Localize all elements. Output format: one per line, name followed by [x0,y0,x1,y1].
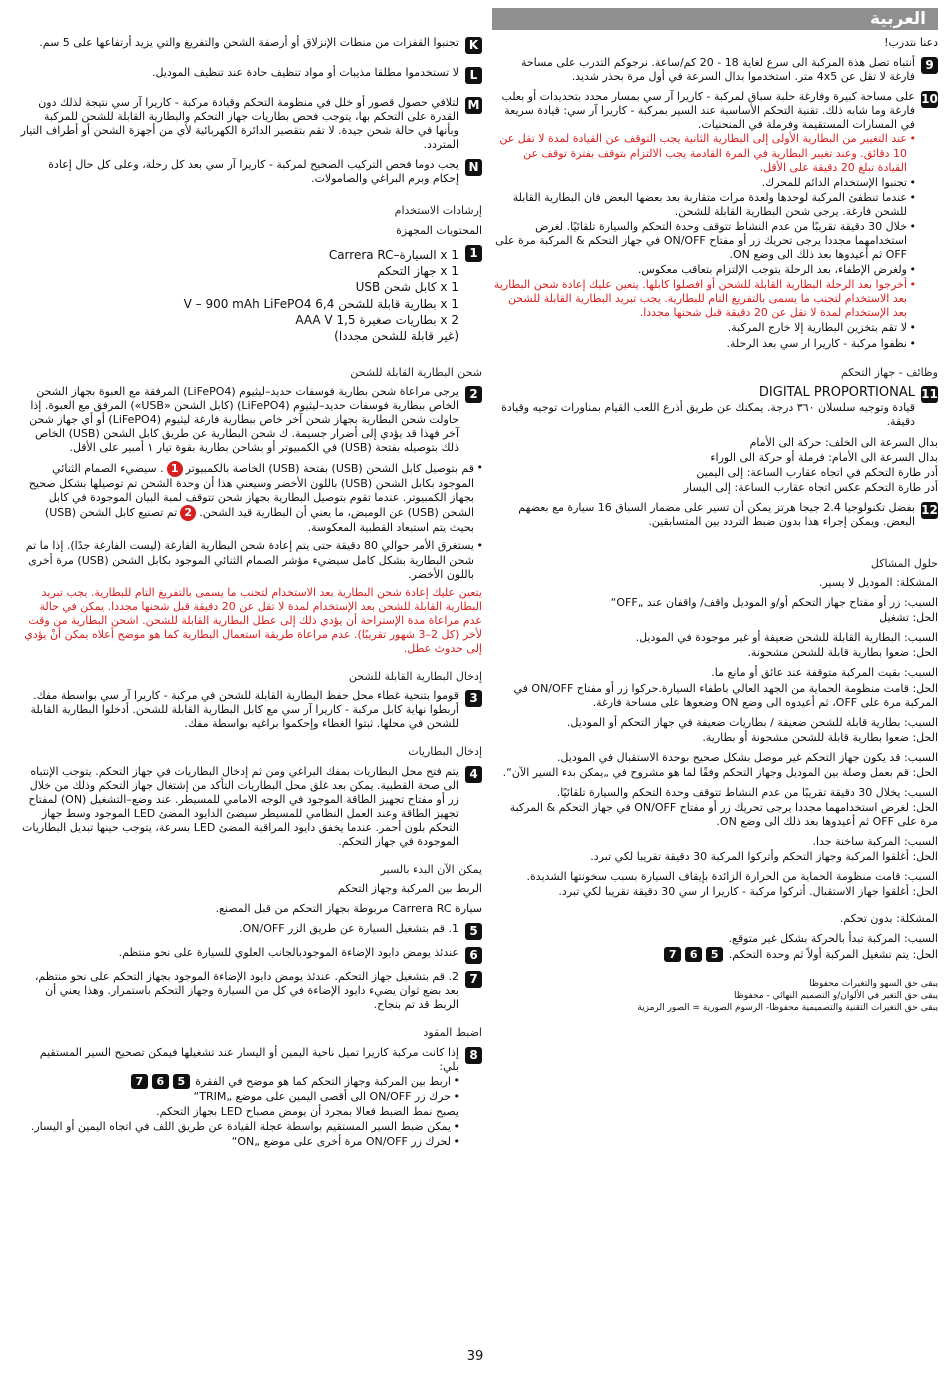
troubleshooting-heading: حلول المشاكل [870,556,938,570]
contents-heading: المحتويات المجهزة [396,223,482,237]
step-badge-11: 11 [921,386,938,401]
bullet-empty-battery: • عندما تنطفئ المركبة لوحدها ولعدة مرات متقاربة بعد بعضها البعض فان البطارية القابلة للشحن فارغة. يرجى شحن البطارية القابلة للشحن. [492,191,915,219]
step-badge-1: 1 [465,245,482,262]
ts-entry: السبب: المركبة ساخنة جدا. الحل: أغلقوا المركبة وجهاز التحكم وأتركوا المركبة 30 دقيقة تقريبا لكي تبرد. [590,835,938,864]
start-heading: يمكن الآن البدء بالسير [380,862,482,876]
bullet-motor: • تجنبوا الإستخدام الدائم للمحرك. [492,176,915,190]
step-badge-ref: 5 [706,947,723,962]
step-badge-ref: 6 [152,1074,169,1089]
section-4 [20,765,482,849]
step-badge-3: 3 [465,690,482,707]
step-badge-ref: 5 [173,1074,190,1089]
left-column [20,36,482,1156]
section-4-text: يتم فتح محل البطاريات بمفك البراغي ومن ثم إدخال البطاريات في جهاز التحكم. يتوجب الإنتباه الى صحة القطبية. يمكن بعد غلق محل البطاريات التأكد من إشتغال جهاز التحكم وذلك من خلال زر أو مفتاح تجهيز الطاقة الموجود في الوجه الامامي للمسيطر. عند وضع–التشغيل (ON) لمفتاح تجهيز الطاقة وعند العمل النظامي للمسيطر سيضئ الدايود المضئ LED الموجود وسط جهاز التحكم بلون أحمر. عندما يخفق دايود المراقبة المضئ LED بسرعة، يتوجب حينها تبديل البطاريات الموجودة في جهاز التحكم. [22,764,459,848]
ts-entry: السبب: بقيت المركبة متوقفة عند عائق أو مانع ما. الحل: قامت منظومة الحماية من الجهد العالي باطفاء السيارة.حركوا زر أو مفتاح ON/OFF في المركبة مرة على OFF، ثم أعيدوه الى وضع ON وضعوها على مساحة فارغة. [513,666,938,709]
callout-2-icon: 2 [180,505,196,521]
control-line: بدال السرعة الى الأمام: فرملة أو حركة الى الوراء [710,450,938,464]
usage-heading: إرشادات الاستخدام [394,204,482,218]
link-heading: الربط بين المركبة وجهاز التحكم [337,882,482,896]
charging-heading: شحن البطارية القابلة للشحن [350,365,482,379]
section-2-text: يرجى مراعاة شحن بطارية فوسفات حديد–ليثيوم (LiFePO4) المرفقة مع العبوة بجهاز الشحن الخاص ببطارية فوسفات حديد–ليثيوم (LiFePO4) (كابل الشحن «USB») المرفق مع العبوة. إذا حاولت شحن البطارية بجهاز شحن آخر خاص ببطارية فارغة ليثيوم (LiFePO4) أو أي جهاز شحن آخر فهذا قد يؤدي إلى أضرار جسيمة. ك شحن البطارية عن طريق كابل الشحن (USB) الخاص ذلك بتوصيله بفتحة (USB) في الكمبيوتر أو بشاحن بطارية بقوة تيار ١ أمبير على الأقل. [29,384,459,455]
steering-heading: اضبط المقود [423,1026,482,1040]
ts-entry: السبب: زر أو مفتاح جهاز التحكم أو/و الموديل واقف/ واقفان عند „OFF“ الحل: تشغيل [610,596,938,625]
section-N-text: يجب دوما فحص التركيب الصحيح لمركبة - كاريرا آر سي بعد كل رحلة، وعلى كل حال إعادة إحكام وبرم البراغي والصامولات. [48,158,459,186]
bullet-switch-off: • ولغرض الإطفاء، بعد الرحلة يتوجب الإلتزام بتعاقب معكوس. [492,263,915,277]
section-5-text: 1. قم بتشغيل السيارة عن طريق الزر ON/OFF. [239,922,459,936]
section-11 [492,385,938,430]
contents-line: 1 x كابل شحن USB [355,280,459,295]
step-badge-2: 2 [465,386,482,403]
section-M-text: لتلافي حصول قصور أو خلل في منظومة التحكم وقيادة مركبة - كاريرا آر سي نتيجة لذلك دون القدرة على التحكم بها، يتوجب فحص بطاريات جهاز التحكم والبطارية القابلة للشحن للمركبة وبأنها في حالة شحن جيدة. لا تقم بتقصير الدائرة الكهربائية لأي من أجهزة الشحن أو أطراف التيار المتردد. [20,96,459,152]
practice-intro: دعنا نتدرب! [884,36,938,49]
section-6-text: عندئذ يومض دايود الإضاءة الموجودبالجانب العلوي للسيارة على نحو منتظم. [118,946,459,960]
insert-battery-heading: إدخال البطارية القابلة للشحن [348,670,482,684]
section-3-text: قوموا بتنحية غطاء محل حفظ البطارية القابلة للشحن في مركبة - كاريرا آر سي بواسطة مفك. أربطوا نهاية كابل مركبة - كاريرا آر سي مع كابل البطارية القابلة للشحن. أدخلوا البطارية القابلة للشحن في محلها. ثبتوا الغطاء وإحكموا براغيه بواسطة مفك. [30,689,459,731]
step-badge-ref: 6 [685,947,702,962]
ts-entry: السبب: قد يكون جهاز التحكم غير موصل بشكل صحيح بوحدة الاستقبال في الموديل. الحل: قم بعمل وصلة بين الموديل وجهاز التحكم وفقًا لما هو مشروح في „يمكن بدء السير الآن“. [502,750,938,779]
bullet-store: • لا تقم بتخزين البطارية إلا خارج المركبة. [492,321,915,335]
bullet-clean: • نظفوا مركبة - كاريرا ار سي بعد الرحلة. [492,337,915,351]
bullet-remove-battery: • أخرجوا بعد الرحلة البطارية القابلة للشحن أو افصلوا كابلها. يتعين عليك إعادة شحن البطارية بعد الاستخدام لتجنب ما يسمى بالتفريغ التام للبطارية. يجب تبريد البطارية القابلة للشحن بعد الإستخدام لمدة لا تقل عن 20 دقيقة قبل شحنها مجددا. [492,278,915,320]
section-L [20,66,482,84]
contents-line: 1 x جهاز التحكم [377,263,459,278]
section-10 [492,90,938,351]
charging-warning: يتعين عليك إعادة شحن البطارية بعد الاستخدام لتجنب ما يسمى بالتفريغ التام للبطارية. يجب تبريد البطارية القابلة للشحن بعد الإستخدام لمدة لا تقل عن 20 دقيقة قبل شحنها مجددا. يمكن في حالة عدم مراعاة مدة الإستراحة أن يؤدي ذلك إلى عطل البطارية القابلة للشحن. اشحن البطارية من وقت لأخر (كل 2–3 شهور تقريبًا). عدم مراعاة طريقة استعمال البطارية كما هو موضح أعلاه يمكن أنْ يؤدي إلى حدوث عطل. [24,585,482,656]
right-column [492,8,938,1014]
section-7-text: 2. قم بتشغيل جهاز التحكم. عندئذ يومض دايود الإضاءة الموجود بجهاز التحكم على نحو منتظم، بعد بضع ثوان يضيء دايود الإضاءة في كل من السيارة وجهاز التحكم باستمرار. وهذا يعني أن الربط قد تم بنجاح. [34,970,459,1012]
bullet-battery-rest: • عند التغيير من البطارية الأولى إلى البطارية الثانية يجب التوقف عن القيادة لمدة لا تقل عن 10 دقائق. وعند تغيير البطارية في المرة القادمة يجب الالتزام بتوقف بفترة توقف عن القيادة تبلغ 20 دقيقة على الأقل. [492,132,915,174]
footnote: يبقى حق التغيرات التقنية والتصميمية محفوظا- الرسوم الصورية = الصور الرمزية [637,1003,938,1014]
ts-entry: السبب: يخلال 30 دقيقة تقريبًا من عدم النشاط تتوقف وحدة التحكم والسيارة تلقائيًا. الحل: لغرض استخدامهما مجددا يرجى تحريك زر أو مفتاح ON/OFF في جهاز التحكم & المركبة مرة على OFF ثم أعيدوها بعد ذلك الى وضع ON. [509,785,938,829]
ts-entry: السبب: بطارية قابلة للشحن ضعيفة / بطاريات ضعيفة في جهاز التحكم أو الموديل. الحل: ضعوا بطارية قابلة للشحن مشحونة أو بطارية. [566,715,938,744]
ts-problem: المشكلة: الموديل لا يسير. [818,576,938,590]
control-line: أدر طارة التحكم في اتجاه عقارب الساعة: إلى اليمين [696,465,938,479]
bullet-auto-off: • خلال 30 دقيقة تقريبًا من عدم النشاط تتوقف وحدة التحكم والسيارة تلقائيًا. لغرض استخدامهما مجددا يرجى تحريك زر أو مفتاح ON/OFF في جهاز التحكم & المركبة مرة على OFF ثم أعيدوها بعد ذلك الى وضع ON. [492,220,915,262]
section-5 [20,922,482,940]
step-badge-L: L [465,67,482,84]
section-M [20,96,482,152]
section-7 [20,970,482,1012]
section-9 [492,56,938,84]
ts-problem: المشكلة: بدون تحكم. [839,911,938,925]
step-badge-12: 12 [921,502,938,517]
bullet-adjust: • يمكن ضبط السير المستقيم بواسطة عجلة القيادة عن طريق اللف في اتجاه اليمين أو اليسار. [20,1120,459,1134]
contents-line: (غير قابلة للشحن مجددا) [334,329,459,344]
ts-entry: السبب: البطارية القابلة للشحن ضعيفة أو غير موجودة في الموديل. الحل: ضعوا بطارية قابلة للشحن مشحونة. [635,631,938,660]
step-badge-9: 9 [921,57,938,74]
ts-entry: السبب: قامت منظومة الحماية من الحرارة الزائدة بإيقاف السيارة بسبب سخونتها الشديدة. الحل: أغلقوا جهاز الاستقبال. أتركوا مركبة - كاريرا ار سي 30 دقيقة تقريبا لكي تبرد. [526,870,938,899]
section-11-text: قيادة وتوجيه سلسلان ٣٦٠ درجة. يمكنك عن طريق أذرع اللعب القيام بمناورات توجيه وقيادة دقيقة. [501,401,915,429]
control-line: بدال السرعة الى الخلف: حركة الى الأمام [749,435,938,449]
footnote: يبقى حق التغير في الألوان/و التصميم النهائي - محفوظا [733,990,938,1001]
step-badge-ref: 7 [131,1074,148,1089]
step-badge-K: K [465,37,482,54]
bullet-trim: • حرك زر ON/OFF الى أقصى اليمين على موضع „TRIM“ [20,1090,459,1104]
section-6 [20,946,482,964]
section-3 [20,689,482,731]
step-badge-4: 4 [465,766,482,783]
ts-last-fix: الحل: يتم تشغيل المركبة أولاً ثم وحدة التحكم. [728,947,938,961]
contents-line: 2 x بطاريات صغيرة AAA V 1,5 [295,313,459,328]
bullet-usb-connect: • قم بتوصيل كابل الشحن (USB) بفتحة (USB) الخاصة بالكمبيوتر1. سيضيء الصمام الثنائي الموجود بكابل الشحن (USB) باللون الأخضر وسيعني هذا أن وحدة الشحن تم توصيلها بشكل صحيح بجهاز الكمبيوتر. عندما تقوم بتوصيل البطارية بجهاز شحن تتوقف لمبة البيان الموجودة في كابل الشحن (USB) عن الوميض، ما يعني أن البطارية قيد الشحن.2تم تصنيع كابل الشحن (USB) بحيث يتم استبعاد القطبية المعكوسة. [20,461,482,535]
contents-line: 1 x بطارية قابلة للشحن 6,4 V – 900 mAh LiFePO4 [183,296,459,311]
step-badge-M: M [465,97,482,114]
bullet-charge-time: • يستغرق الأمر حوالي 80 دقيقة حتى يتم إعادة شحن البطارية الفارغة (ليست الفارغة جدًا). إذا ما تم شحن البطارية بشكل كامل سيضيء مؤشر الصمام الثنائي الموجود بكابل الشحن (USB) مرة أخرى باللون الأخضر. [20,539,482,581]
callout-1-icon: 1 [167,461,183,477]
bullet-link: • اربط بين المركبة وجهاز التحكم كما هو موضح في الفقرة 567 [20,1074,459,1089]
footnote: يبقى حق السهو والتغيرات محفوظا [809,978,938,989]
step-badge-5: 5 [465,923,482,940]
step-badge-8: 8 [465,1047,482,1064]
batteries-heading: إدخال البطاريات [408,745,482,759]
step-badge-N: N [465,159,482,176]
section-12 [492,501,938,529]
step-badge-7: 7 [465,971,482,988]
section-2 [20,385,482,455]
section-12-text: بفضل تكنولوجيا 2.4 جيجا هرتز يمكن أن تسير على مضمار السباق 16 سيارة مع بعضهم البعض. ويمكن إجراء هذا بدون ضبط التردد بين المتسابقين. [518,500,915,528]
step-badge-ref: 7 [664,947,681,962]
section-1 [20,244,482,352]
functions-heading: وظائف - جهاز التحكم [840,365,938,379]
step-badge-10: 10 [921,92,938,107]
section-10-text: على مساحة كبيرة وفارغة حلبة سباق لمركبة - كاريرا آر سي بمسار محدد بتحديدات أو بعلب فارغة وما شابه ذلك. تقنية التحكم الأساسية عند السير بمركبة - كاريرا آر سي: قيادة سريعة في المسارات المستقيمة وفرملة في المنحنيات. [501,90,915,132]
language-title-bar: العربية [492,8,938,30]
section-8 [20,1046,482,1151]
control-line: أدر طارة التحكم عكس اتجاه عقارب الساعة: إلى اليسار [683,480,938,494]
section-8-text: إذا كانت مركبة كاريرا تميل ناحية اليمين أو اليسار عند تشغيلها فيمكن تصحيح السير المستقيم بلي: [39,1045,459,1073]
section-K-text: تجنبوا القفزات من منطات الإنزلاق أو أرصفة الشحن والتفريغ والتي يزيد أرتفاعها على 5 سم. [39,36,459,49]
section-L-text: لا تستخدموا مطلقا مذيبات أو مواد تنظيف حادة عند تنظيف الموديل. [152,66,459,79]
link-text: سيارة Carrera RC مربوطة بجهاز التحكم من قبل المصنع. [215,902,482,916]
section-N [20,158,482,186]
step-badge-6: 6 [465,947,482,964]
digital-proportional-title: DIGITAL PROPORTIONAL [758,384,915,400]
footnotes [492,978,938,1014]
trim-note: يصبح نمط الضبط فعالا بمجرد أن يومض مصباح LED بجهاز التحكم. [156,1104,459,1118]
contents-line: 1 x السيارة–Carrera RC [328,247,459,262]
bullet-on: • لحرك زر ON/OFF مرة أخرى على موضع „ON“ [20,1135,459,1149]
section-K [20,36,482,54]
page-number: 39 [466,1349,484,1364]
controls-list [492,436,938,495]
section-9-text: أنتباه تصل هذة المركبة الى سرع لغاية 18 - 20 كم/ساعة. نرجوكم التدرب على مساحة فارغة لا تقل عن 4x5 متر. استخدموا بدال السرعة في أول مرة بحذر شديد. [520,56,915,84]
ts-entry: السبب: المركبة تبدأ بالحركة بشكل غير متوقع. الحل: يتم تشغيل المركبة أولاً ثم وحدة التحكم. 567 [492,932,938,962]
